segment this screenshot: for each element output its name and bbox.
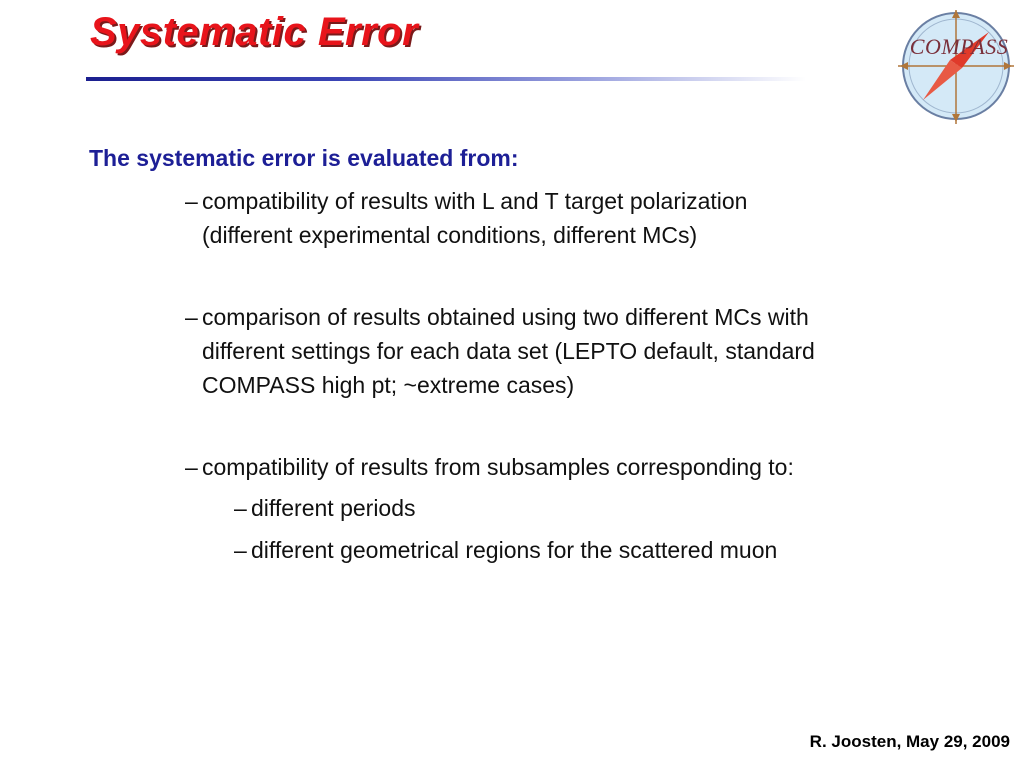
bullet-dash: – (185, 304, 198, 330)
bullet-polarization (185, 184, 747, 252)
bullet-line: different settings for each data set (LEPTO default, standard (202, 338, 815, 364)
footer-author-date: R. Joosten, May 29, 2009 (809, 732, 1010, 751)
bullet-dash: – (234, 495, 247, 521)
title-underline (86, 77, 806, 81)
bullet-line: (different experimental conditions, different MCs) (202, 222, 698, 248)
bullet-mc-comparison (185, 300, 815, 402)
bullet-line: different geometrical regions for the scattered muon (251, 537, 778, 563)
bullet-line: COMPASS high pt; ~extreme cases) (202, 372, 575, 398)
compass-logo (894, 10, 1024, 125)
bullet-dash: – (185, 454, 198, 480)
bullet-line: comparison of results obtained using two different MCs with (202, 304, 809, 330)
logo-text: COMPASS (909, 34, 1009, 59)
sub-bullet-regions (234, 533, 777, 567)
bullet-line: compatibility of results from subsamples corresponding to: (202, 454, 794, 480)
bullet-line: compatibility of results with L and T target polarization (202, 188, 748, 214)
bullet-dash: – (185, 188, 198, 214)
slide-title: Systematic Error (90, 10, 419, 54)
compass-rose-icon (894, 10, 1024, 125)
intro-heading: The systematic error is evaluated from: (89, 145, 519, 171)
bullet-subsamples (185, 450, 794, 484)
sub-bullet-periods (234, 491, 416, 525)
bullet-line: different periods (251, 495, 416, 521)
bullet-dash: – (234, 537, 247, 563)
